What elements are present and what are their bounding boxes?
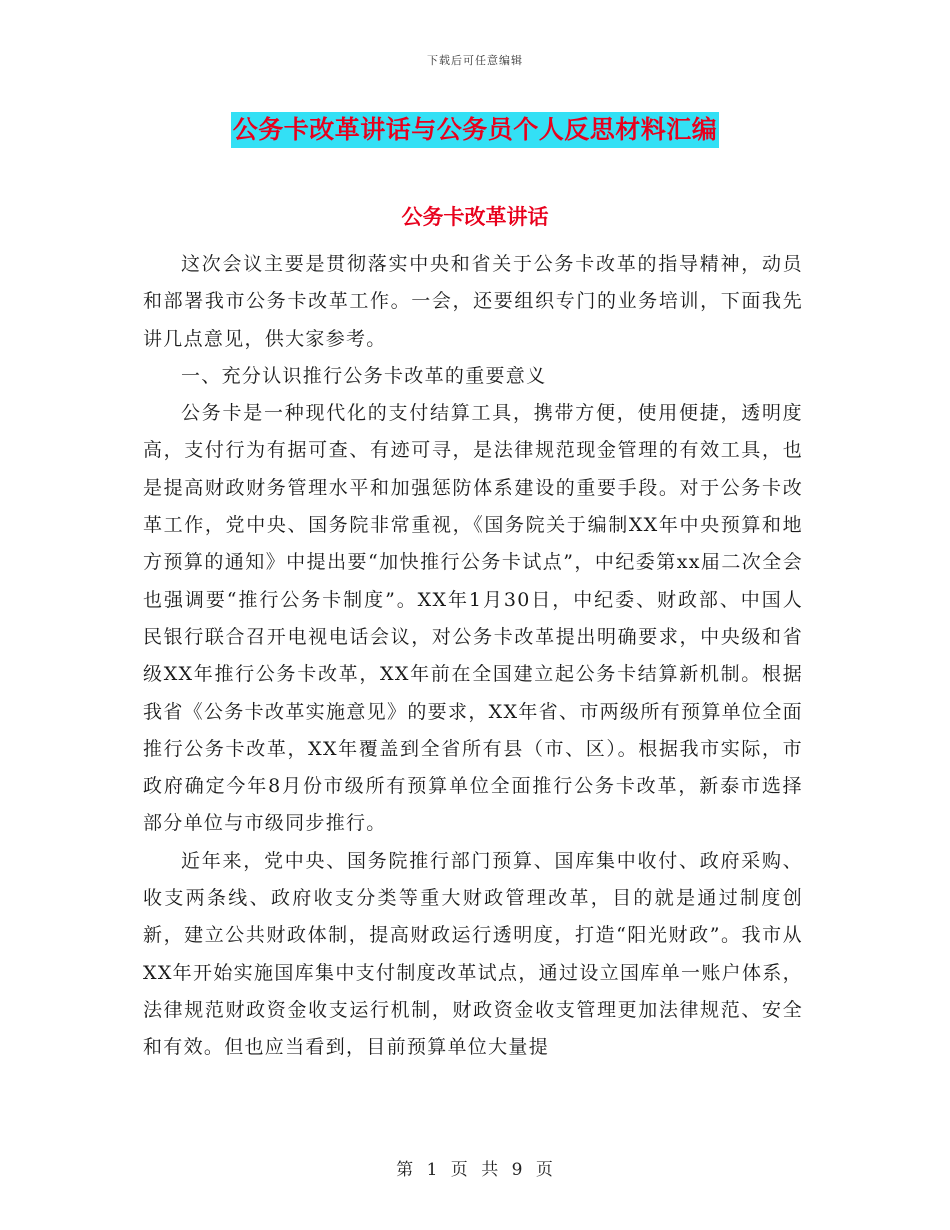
page-number: 第 1 页 共 9 页 (396, 1160, 554, 1180)
document-title-wrapper (0, 112, 950, 148)
document-body (143, 246, 803, 1067)
body-paragraph: 近年来，党中央、国务院推行部门预算、国库集中收付、政府采购、收支两条线、政府收支分类等重大财政管理改革，目的就是通过制度创新，建立公共财政体制，提高财政运行透明度，打造“阳光财政”。我市从XX年开始实施国库集中支付制度改革试点，通过设立国库单一账户体系，法律规范财政资金收支运行机制，财政资金收支管理更加法律规范、安全和有效。但也应当看到，目前预算单位大量提 (143, 849, 803, 1059)
document-title: 公务卡改革讲话与公务员个人反思材料汇编 (231, 112, 720, 148)
body-paragraph: 公务卡是一种现代化的支付结算工具，携带方便，使用便捷，透明度高，支付行为有据可查、有迹可寻，是法律规范现金管理的有效工具，也是提高财政财务管理水平和加强惩防体系建设的重要手段。对于公务卡改革工作，党中央、国务院非常重视，《国务院关于编制XX年中央预算和地方预算的通知》中提出要“加快推行公务卡试点”，中纪委第xx届二次全会也强调要“推行公务卡制度”。XX年1月30日，中纪委、财政部、中国人民银行联合召开电视电话会议，对公务卡改革提出明确要求，中央级和省级XX年推行公务卡改革，XX年前在全国建立起公务卡结算新机制。根据我省《公务卡改革实施意见》的要求，XX年省、市两级所有预算单位全面推行公务卡改革，XX年覆盖到全省所有县（市、区）。根据我市实际，市政府确定今年8月份市级所有预算单位全面推行公务卡改革，新泰市选择部分单位与市级同步推行。 (143, 402, 803, 835)
body-paragraph: 这次会议主要是贯彻落实中央和省关于公务卡改革的指导精神，动员和部署我市公务卡改革工作。一会，还要组织专门的业务培训，下面我先讲几点意见，供大家参考。 (143, 253, 803, 350)
section-title: 公务卡改革讲话 (401, 204, 549, 229)
header-note: 下载后可任意编辑 (427, 54, 523, 67)
body-heading: 一、充分认识推行公务卡改革的重要意义 (181, 364, 547, 387)
